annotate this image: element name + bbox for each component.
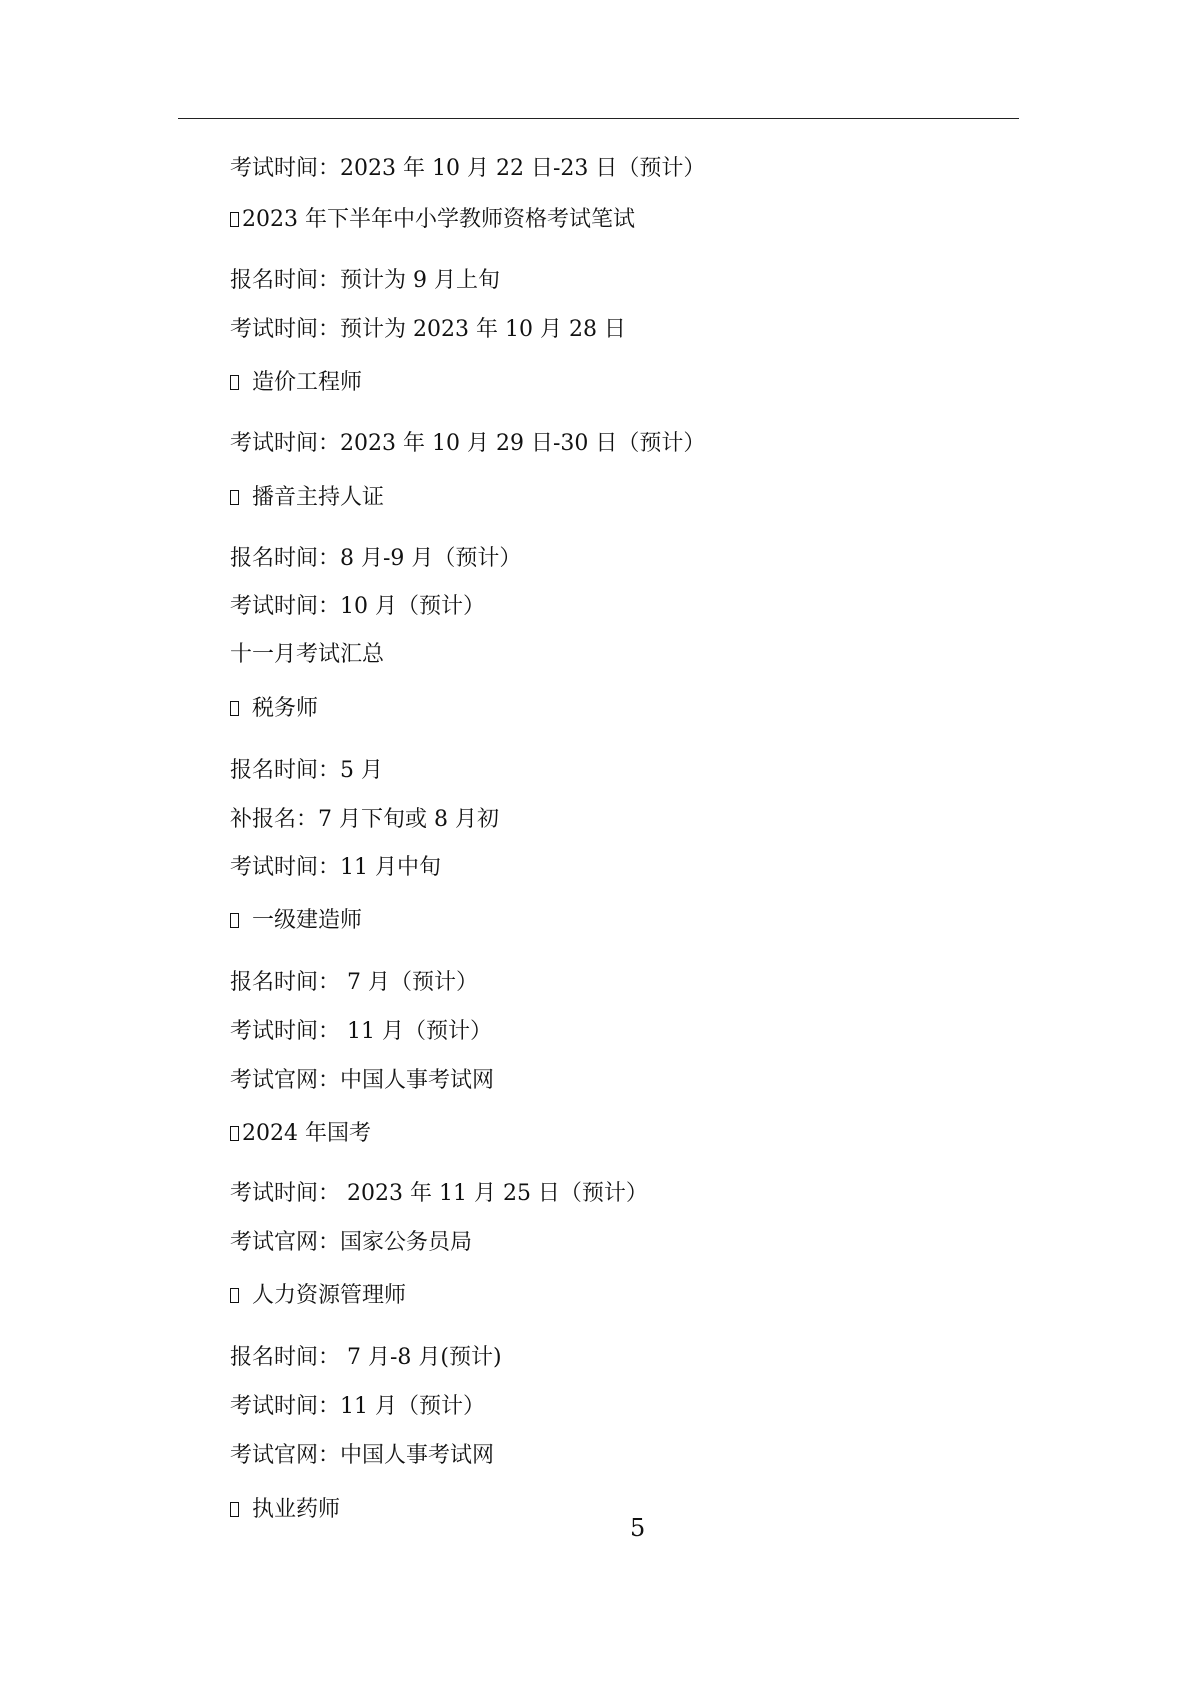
section-heading-text: 一级建造师 xyxy=(252,908,363,933)
section-heading xyxy=(230,206,635,234)
text-line xyxy=(230,641,384,669)
line-text: 考试时间： 2023 年 11 月 25 日（预计） xyxy=(230,1181,648,1206)
line-text: 考试时间：11 月中旬 xyxy=(230,855,441,880)
line-text: 十一月考试汇总 xyxy=(230,642,385,667)
text-line xyxy=(230,854,441,882)
header-rule xyxy=(178,118,1019,119)
text-line xyxy=(230,1442,494,1470)
line-text: 考试官网：中国人事考试网 xyxy=(230,1068,495,1093)
section-heading-text: 2024 年国考 xyxy=(242,1121,371,1146)
text-line xyxy=(230,969,478,997)
square-bullet-icon xyxy=(230,701,239,716)
text-line xyxy=(230,267,500,295)
line-text: 考试时间：11 月（预计） xyxy=(230,1394,485,1419)
line-text: 报名时间：8 月-9 月（预计） xyxy=(230,546,522,571)
section-heading xyxy=(230,695,318,723)
line-text: 报名时间：5 月 xyxy=(230,758,383,783)
line-text: 考试官网：中国人事考试网 xyxy=(230,1443,495,1468)
text-line xyxy=(230,806,499,834)
section-heading xyxy=(230,907,362,935)
square-bullet-icon xyxy=(230,1502,239,1517)
square-bullet-icon xyxy=(230,212,239,227)
text-line xyxy=(230,316,626,344)
line-text: 考试时间：2023 年 10 月 29 日-30 日（预计） xyxy=(230,431,706,456)
section-heading xyxy=(230,1496,340,1524)
section-heading-text: 2023 年下半年中小学教师资格考试笔试 xyxy=(242,207,635,232)
section-heading-text: 播音主持人证 xyxy=(252,485,385,510)
square-bullet-icon xyxy=(230,913,239,928)
text-line xyxy=(230,1344,502,1372)
text-line xyxy=(230,593,485,621)
section-heading xyxy=(230,1120,371,1148)
text-line xyxy=(230,1229,472,1257)
text-line xyxy=(230,545,521,573)
text-line xyxy=(230,1393,485,1421)
text-line xyxy=(230,155,705,183)
line-text: 考试时间： 11 月（预计） xyxy=(230,1019,492,1044)
page-number: 5 xyxy=(630,1514,646,1542)
line-text: 报名时间： 7 月（预计） xyxy=(230,970,478,995)
text-line xyxy=(230,1067,494,1095)
text-line xyxy=(230,1180,648,1208)
section-heading-text: 人力资源管理师 xyxy=(252,1283,407,1308)
square-bullet-icon xyxy=(230,1288,239,1303)
section-heading-text: 税务师 xyxy=(252,696,319,721)
line-text: 考试时间：10 月（预计） xyxy=(230,594,485,619)
line-text: 补报名：7 月下旬或 8 月初 xyxy=(230,807,499,832)
section-heading xyxy=(230,369,362,397)
text-line xyxy=(230,757,383,785)
square-bullet-icon xyxy=(230,1126,239,1141)
line-text: 报名时间： 7 月-8 月(预计) xyxy=(230,1345,502,1370)
section-heading-text: 造价工程师 xyxy=(252,370,363,395)
square-bullet-icon xyxy=(230,490,239,505)
line-text: 报名时间：预计为 9 月上旬 xyxy=(230,268,500,293)
text-line xyxy=(230,1018,492,1046)
section-heading xyxy=(230,1282,406,1310)
square-bullet-icon xyxy=(230,375,239,390)
text-line xyxy=(230,430,705,458)
line-text: 考试时间：预计为 2023 年 10 月 28 日 xyxy=(230,317,626,342)
line-text: 考试官网：国家公务员局 xyxy=(230,1230,473,1255)
section-heading xyxy=(230,484,384,512)
section-heading-text: 执业药师 xyxy=(252,1497,341,1522)
line-text: 考试时间：2023 年 10 月 22 日-23 日（预计） xyxy=(230,156,706,181)
